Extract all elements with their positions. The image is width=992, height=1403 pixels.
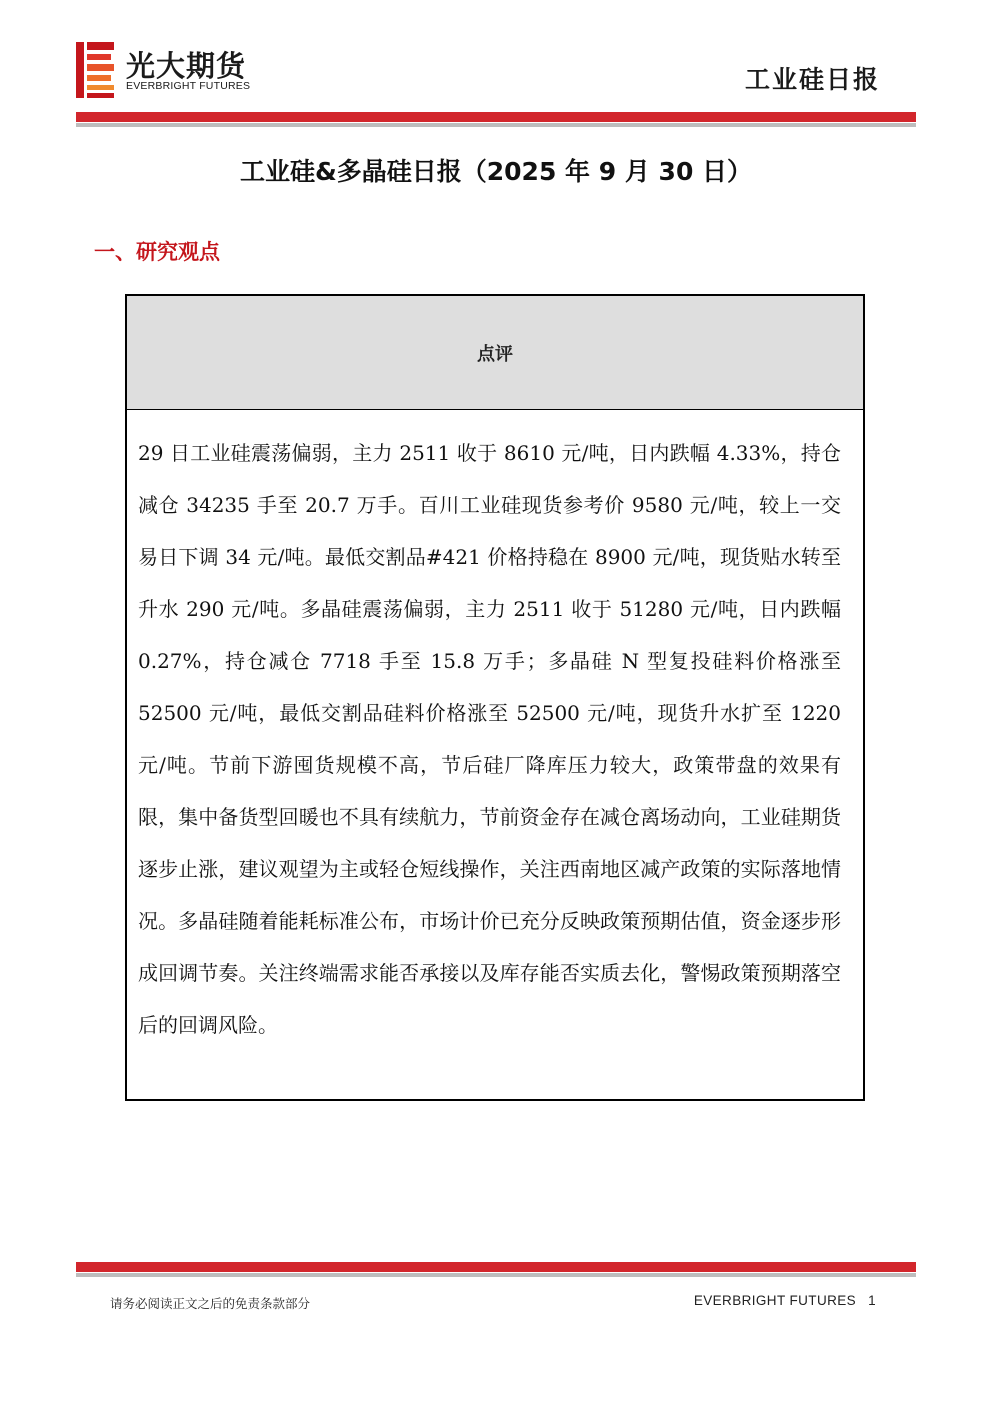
company-logo bbox=[76, 42, 286, 98]
commentary-table bbox=[125, 294, 865, 1101]
commentary-header: 点评 bbox=[127, 296, 863, 410]
footer-divider bbox=[76, 1262, 916, 1278]
footer-company bbox=[694, 1293, 876, 1308]
logo-chinese-name: 光大期货 bbox=[126, 49, 247, 83]
logo-english-name: EVERBRIGHT FUTURES bbox=[126, 80, 251, 92]
section-heading: 一、研究观点 bbox=[94, 240, 220, 264]
report-type-label: 工业硅日报 bbox=[744, 65, 880, 94]
document-title: 工业硅&多晶硅日报（2025 年 9 月 30 日） bbox=[239, 157, 753, 186]
footer-company-name: EVERBRIGHT FUTURES bbox=[693, 1293, 857, 1308]
footer-disclaimer: 请务必阅读正文之后的免责条款部分 bbox=[110, 1296, 311, 1311]
commentary-body: 29 日工业硅震荡偏弱，主力 2511 收于 8610 元/吨，日内跌幅 4.33%，持仓减仓 34235 手至 20.7 万手。百川工业硅现货参考价 9580 元/吨，较上一交易日下调 34 元/吨。最低交割品#421 价格持稳在 8900 元/吨，现货贴水转至升水 290 元/吨。多晶硅震荡偏弱，主力 2511 收于 51280 元/吨，日内跌幅 0.27%，持仓减仓 7718 手至 15.8 万手；多晶硅 N 型复投硅料价格涨至 52500 元/吨，最低交割品硅料价格涨至 52500 元/吨，现货升水扩至 1220 元/吨。节前下游囤货规模不高，节后硅厂降库压力较大，政策带盘的效果有限，集中备货型回暖也不具有续航力，节前资金存在减仓离场动向，工业硅期货逐步止涨，建议观望为主或轻仓短线操作，关注西南地区减产政策的实际落地情况。多晶硅随着能耗标准公布，市场计价已充分反映政策预期估值，资金逐步形成回调节奏。关注终端需求能否承接以及库存能否实质去化，警惕政策预期落空后的回调风险。 bbox=[138, 441, 841, 1037]
page-number: 1 bbox=[868, 1293, 876, 1308]
everbright-logo-icon bbox=[76, 42, 116, 98]
header-divider bbox=[76, 112, 916, 128]
